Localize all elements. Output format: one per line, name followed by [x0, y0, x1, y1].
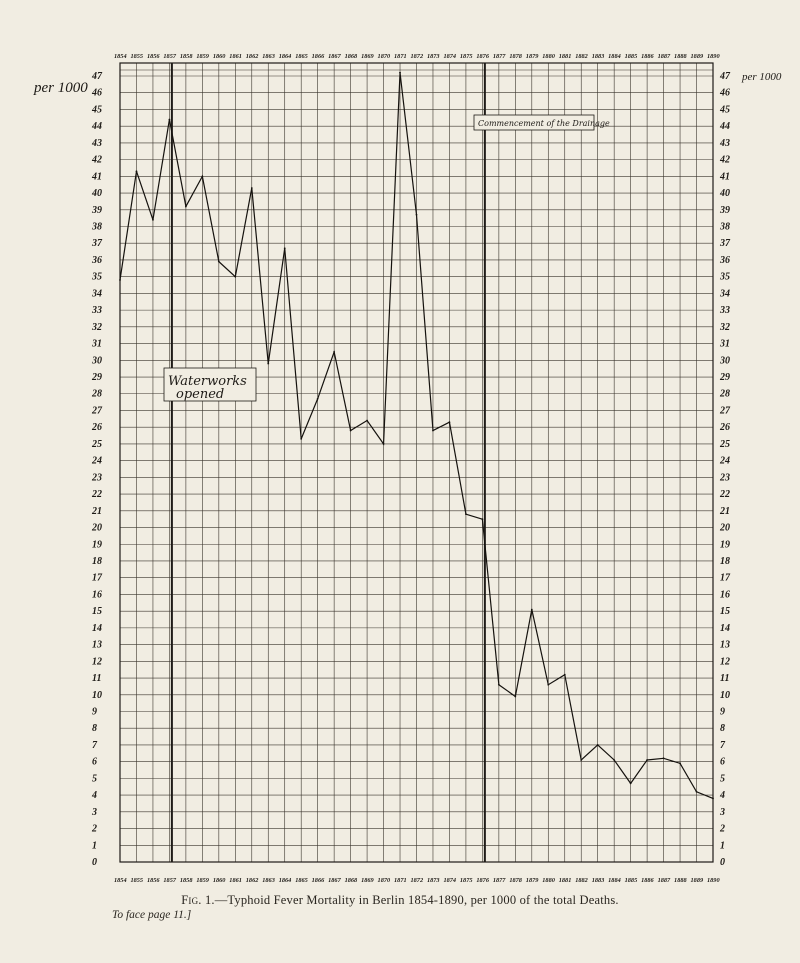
y-tick-label-left: 14 — [92, 622, 102, 634]
data-point — [300, 438, 302, 440]
x-tick-label-bottom: 1880 — [542, 877, 555, 884]
data-point — [712, 798, 714, 800]
data-point — [564, 674, 566, 676]
chart-grid — [120, 63, 713, 862]
data-point — [366, 420, 368, 422]
y-tick-label-right: 46 — [720, 87, 730, 99]
x-tick-label-top: 1871 — [394, 53, 407, 60]
data-point — [416, 214, 418, 216]
x-tick-label-top: 1879 — [525, 53, 539, 60]
data-point — [333, 351, 335, 353]
x-tick-label-top: 1866 — [311, 53, 325, 60]
y-tick-label-left: 5 — [92, 773, 97, 785]
y-tick-label-left: 13 — [92, 639, 102, 651]
x-tick-label-top: 1889 — [690, 53, 704, 60]
data-point — [317, 398, 319, 400]
y-tick-label-right: 6 — [720, 756, 725, 768]
x-tick-label-top: 1860 — [212, 53, 226, 60]
x-tick-label-bottom: 1877 — [492, 877, 506, 884]
x-tick-label-bottom: 1874 — [443, 877, 457, 884]
x-tick-label-bottom: 1885 — [624, 877, 638, 884]
y-tick-label-left: 16 — [92, 589, 102, 601]
y-tick-label-left: 45 — [92, 104, 102, 116]
data-point — [350, 430, 352, 432]
y-tick-label-right: 33 — [720, 305, 730, 317]
y-tick-label-right: 10 — [720, 689, 730, 701]
y-tick-label-left: 0 — [92, 857, 97, 868]
y-tick-label-left: 18 — [92, 555, 102, 567]
y-tick-label-left: 30 — [92, 355, 102, 367]
x-tick-label-bottom: 1886 — [641, 877, 654, 884]
data-point — [465, 513, 467, 515]
x-tick-label-bottom: 1870 — [377, 877, 391, 884]
y-tick-label-left: 39 — [92, 204, 102, 216]
x-tick-label-top: 1864 — [278, 53, 292, 60]
x-tick-label-bottom: 1862 — [245, 877, 259, 884]
y-tick-label-left: 32 — [92, 321, 102, 333]
y-tick-label-right: 9 — [720, 706, 725, 718]
data-point — [432, 430, 434, 432]
data-point — [613, 759, 615, 761]
y-tick-label-right: 12 — [720, 656, 730, 668]
x-tick-label-top: 1890 — [707, 53, 720, 60]
data-point — [251, 187, 253, 189]
y-tick-label-right: 21 — [720, 505, 730, 517]
x-tick-label-bottom: 1869 — [361, 877, 374, 884]
x-tick-label-top: 1854 — [114, 53, 127, 60]
x-tick-label-top: 1870 — [377, 53, 391, 60]
x-tick-label-top: 1859 — [196, 53, 209, 60]
x-tick-label-bottom: 1873 — [426, 877, 440, 884]
y-tick-label-left: 8 — [92, 723, 97, 735]
y-tick-label-left: 47 — [92, 71, 102, 82]
annotation-waterworks — [164, 368, 256, 402]
x-tick-label-bottom: 1889 — [690, 877, 704, 884]
x-tick-label-bottom: 1861 — [229, 877, 242, 884]
y-tick-label-right: 17 — [720, 572, 730, 584]
y-tick-label-right: 31 — [720, 338, 730, 350]
x-tick-label-top: 1855 — [130, 53, 144, 60]
y-axis-right — [719, 71, 731, 868]
x-tick-label-bottom: 1879 — [525, 877, 539, 884]
y-tick-label-left: 41 — [92, 171, 102, 183]
x-tick-label-bottom: 1888 — [674, 877, 687, 884]
y-tick-label-right: 39 — [720, 204, 730, 216]
y-tick-label-right: 16 — [720, 589, 730, 601]
y-tick-label-left: 3 — [92, 806, 97, 818]
annotation-waterworks-line2: opened — [176, 387, 225, 402]
y-tick-label-left: 29 — [92, 372, 102, 384]
y-tick-label-left: 4 — [92, 790, 97, 802]
y-tick-label-left: 43 — [92, 137, 102, 149]
y-tick-label-right: 45 — [720, 104, 730, 116]
y-tick-label-right: 44 — [720, 121, 730, 133]
y-tick-label-right: 7 — [720, 739, 725, 751]
y-tick-label-right: 3 — [720, 806, 725, 818]
y-tick-label-left: 11 — [92, 673, 102, 685]
y-tick-label-left: 33 — [92, 305, 102, 317]
y-tick-label-left: 25 — [92, 438, 102, 450]
data-point — [201, 175, 203, 177]
y-axis-label-left: per 1000 — [34, 80, 88, 96]
x-tick-label-bottom: 1858 — [179, 877, 193, 884]
y-tick-label-left: 9 — [92, 706, 97, 718]
x-tick-label-top: 1888 — [674, 53, 687, 60]
x-tick-label-bottom: 1854 — [114, 877, 127, 884]
x-tick-label-top: 1886 — [641, 53, 654, 60]
x-axis-bottom — [114, 877, 720, 884]
x-tick-label-top: 1885 — [624, 53, 638, 60]
x-tick-label-bottom: 1884 — [608, 877, 621, 884]
x-tick-label-bottom: 1866 — [311, 877, 325, 884]
data-point — [234, 276, 236, 278]
y-tick-label-right: 30 — [720, 355, 730, 367]
y-tick-label-right: 11 — [720, 673, 730, 685]
data-point — [136, 170, 138, 172]
x-tick-label-top: 1863 — [262, 53, 275, 60]
y-tick-label-right: 36 — [720, 254, 730, 266]
y-axis-left — [91, 71, 103, 868]
y-tick-label-right: 25 — [720, 438, 730, 450]
x-tick-label-bottom: 1883 — [591, 877, 605, 884]
y-tick-label-right: 26 — [720, 422, 730, 434]
y-tick-label-left: 31 — [92, 338, 102, 350]
data-point — [498, 684, 500, 686]
x-tick-label-bottom: 1867 — [328, 877, 341, 884]
y-tick-label-right: 42 — [720, 154, 730, 166]
x-tick-label-top: 1857 — [163, 53, 177, 60]
y-tick-label-right: 20 — [720, 522, 730, 534]
data-point — [284, 247, 286, 249]
x-tick-label-bottom: 1868 — [344, 877, 358, 884]
data-point — [185, 206, 187, 208]
y-tick-label-left: 27 — [92, 405, 102, 417]
x-tick-label-top: 1862 — [245, 53, 259, 60]
data-point — [514, 696, 516, 698]
y-tick-label-left: 19 — [92, 539, 102, 551]
y-tick-label-right: 18 — [720, 555, 730, 567]
x-tick-label-top: 1856 — [146, 53, 160, 60]
data-point — [399, 72, 401, 74]
x-tick-label-bottom: 1857 — [163, 877, 177, 884]
data-point — [481, 518, 483, 520]
y-tick-label-right: 27 — [720, 405, 730, 417]
y-tick-label-right: 28 — [720, 388, 730, 400]
x-tick-label-top: 1887 — [657, 53, 671, 60]
y-tick-label-right: 13 — [720, 639, 730, 651]
x-tick-label-bottom: 1871 — [394, 877, 407, 884]
y-tick-label-right: 2 — [720, 823, 725, 835]
figure-number: Fig. 1. — [181, 893, 215, 907]
x-tick-label-bottom: 1878 — [509, 877, 522, 884]
x-tick-label-top: 1868 — [344, 53, 358, 60]
y-tick-label-right: 5 — [720, 773, 725, 785]
y-tick-label-left: 44 — [92, 121, 102, 133]
data-point — [383, 443, 385, 445]
data-point — [449, 421, 451, 423]
data-point — [580, 759, 582, 761]
data-point — [646, 759, 648, 761]
x-tick-label-bottom: 1872 — [410, 877, 424, 884]
x-tick-label-top: 1878 — [509, 53, 522, 60]
y-tick-label-left: 15 — [92, 606, 102, 618]
y-tick-label-right: 23 — [720, 472, 730, 484]
data-point — [630, 783, 632, 785]
x-tick-label-top: 1865 — [295, 53, 308, 60]
figure-caption-text: —Typhoid Fever Mortality in Berlin 1854-1890, per 1000 of the total Deaths. — [214, 893, 619, 907]
data-point — [119, 279, 121, 281]
annotation-drainage — [474, 115, 610, 130]
y-tick-label-right: 37 — [720, 238, 730, 250]
data-point — [547, 684, 549, 686]
x-tick-label-bottom: 1875 — [459, 877, 473, 884]
data-point — [267, 363, 269, 365]
y-tick-label-left: 37 — [92, 238, 102, 250]
y-tick-label-left: 26 — [92, 422, 102, 434]
y-tick-label-right: 43 — [720, 137, 730, 149]
x-tick-label-bottom: 1855 — [130, 877, 144, 884]
face-page-note: To face page 11.] — [112, 909, 192, 921]
x-tick-label-top: 1875 — [459, 53, 473, 60]
x-tick-label-top: 1869 — [361, 53, 374, 60]
data-point — [597, 744, 599, 746]
y-tick-label-left: 10 — [92, 689, 102, 701]
y-tick-label-right: 19 — [720, 539, 730, 551]
y-tick-label-left: 22 — [92, 489, 102, 501]
x-axis-top — [114, 53, 720, 60]
x-tick-label-top: 1882 — [575, 53, 588, 60]
y-tick-label-left: 35 — [92, 271, 102, 283]
annotation-waterworks-line1: Waterworks — [168, 374, 247, 389]
x-tick-label-top: 1876 — [476, 53, 489, 60]
x-tick-label-bottom: 1860 — [212, 877, 226, 884]
y-tick-label-left: 21 — [92, 505, 102, 517]
y-tick-label-left: 6 — [92, 756, 97, 768]
y-tick-label-right: 34 — [720, 288, 730, 300]
x-tick-label-top: 1872 — [410, 53, 424, 60]
x-tick-label-bottom: 1882 — [575, 877, 588, 884]
y-tick-label-left: 2 — [92, 823, 97, 835]
y-tick-label-left: 38 — [92, 221, 102, 233]
x-tick-label-bottom: 1859 — [196, 877, 209, 884]
x-tick-label-bottom: 1863 — [262, 877, 275, 884]
data-point — [169, 119, 171, 121]
y-axis-label-right: per 1000 — [742, 71, 782, 83]
x-tick-label-bottom: 1865 — [295, 877, 308, 884]
y-tick-label-right: 24 — [720, 455, 730, 467]
x-tick-label-top: 1861 — [229, 53, 242, 60]
y-tick-label-left: 28 — [92, 388, 102, 400]
y-tick-label-right: 32 — [720, 321, 730, 333]
x-tick-label-bottom: 1881 — [558, 877, 572, 884]
y-tick-label-right: 40 — [720, 188, 730, 200]
figure-caption — [0, 893, 800, 908]
y-tick-label-right: 14 — [720, 622, 730, 634]
data-point — [663, 757, 665, 759]
y-tick-label-right: 47 — [720, 71, 730, 82]
y-tick-label-left: 1 — [92, 840, 97, 852]
x-tick-label-top: 1881 — [558, 53, 572, 60]
annotation-drainage-text: Commencement of the Drainage — [478, 119, 610, 128]
x-tick-label-bottom: 1876 — [476, 877, 489, 884]
y-tick-label-left: 17 — [92, 572, 102, 584]
y-tick-label-right: 15 — [720, 606, 730, 618]
y-tick-label-right: 29 — [720, 372, 730, 384]
y-tick-label-right: 35 — [720, 271, 730, 283]
y-tick-label-right: 38 — [720, 221, 730, 233]
data-point — [152, 219, 154, 221]
x-tick-label-top: 1877 — [492, 53, 506, 60]
x-tick-label-top: 1858 — [179, 53, 193, 60]
data-point — [218, 261, 220, 263]
y-tick-label-left: 42 — [92, 154, 102, 166]
y-tick-label-left: 23 — [92, 472, 102, 484]
x-tick-label-top: 1880 — [542, 53, 555, 60]
y-tick-label-left: 20 — [92, 522, 102, 534]
x-tick-label-bottom: 1887 — [657, 877, 671, 884]
x-tick-label-bottom: 1890 — [707, 877, 720, 884]
data-point — [531, 609, 533, 611]
x-tick-label-bottom: 1864 — [278, 877, 292, 884]
y-tick-label-right: 41 — [720, 171, 730, 183]
x-tick-label-bottom: 1856 — [146, 877, 160, 884]
y-tick-label-left: 34 — [92, 288, 102, 300]
y-tick-label-left: 12 — [92, 656, 102, 668]
x-tick-label-top: 1883 — [591, 53, 605, 60]
y-tick-label-left: 24 — [92, 455, 102, 467]
data-point — [679, 762, 681, 764]
y-tick-label-right: 22 — [720, 489, 730, 501]
y-tick-label-right: 8 — [720, 723, 725, 735]
x-tick-label-top: 1884 — [608, 53, 621, 60]
y-tick-label-right: 0 — [720, 857, 725, 868]
y-tick-label-right: 4 — [720, 790, 725, 802]
x-tick-label-top: 1873 — [426, 53, 440, 60]
y-tick-label-left: 40 — [92, 188, 102, 200]
y-tick-label-left: 46 — [92, 87, 102, 99]
y-tick-label-left: 36 — [92, 254, 102, 266]
x-tick-label-top: 1874 — [443, 53, 457, 60]
y-tick-label-right: 1 — [720, 840, 725, 852]
y-tick-label-left: 7 — [92, 739, 97, 751]
x-tick-label-top: 1867 — [328, 53, 341, 60]
data-point — [696, 791, 698, 793]
